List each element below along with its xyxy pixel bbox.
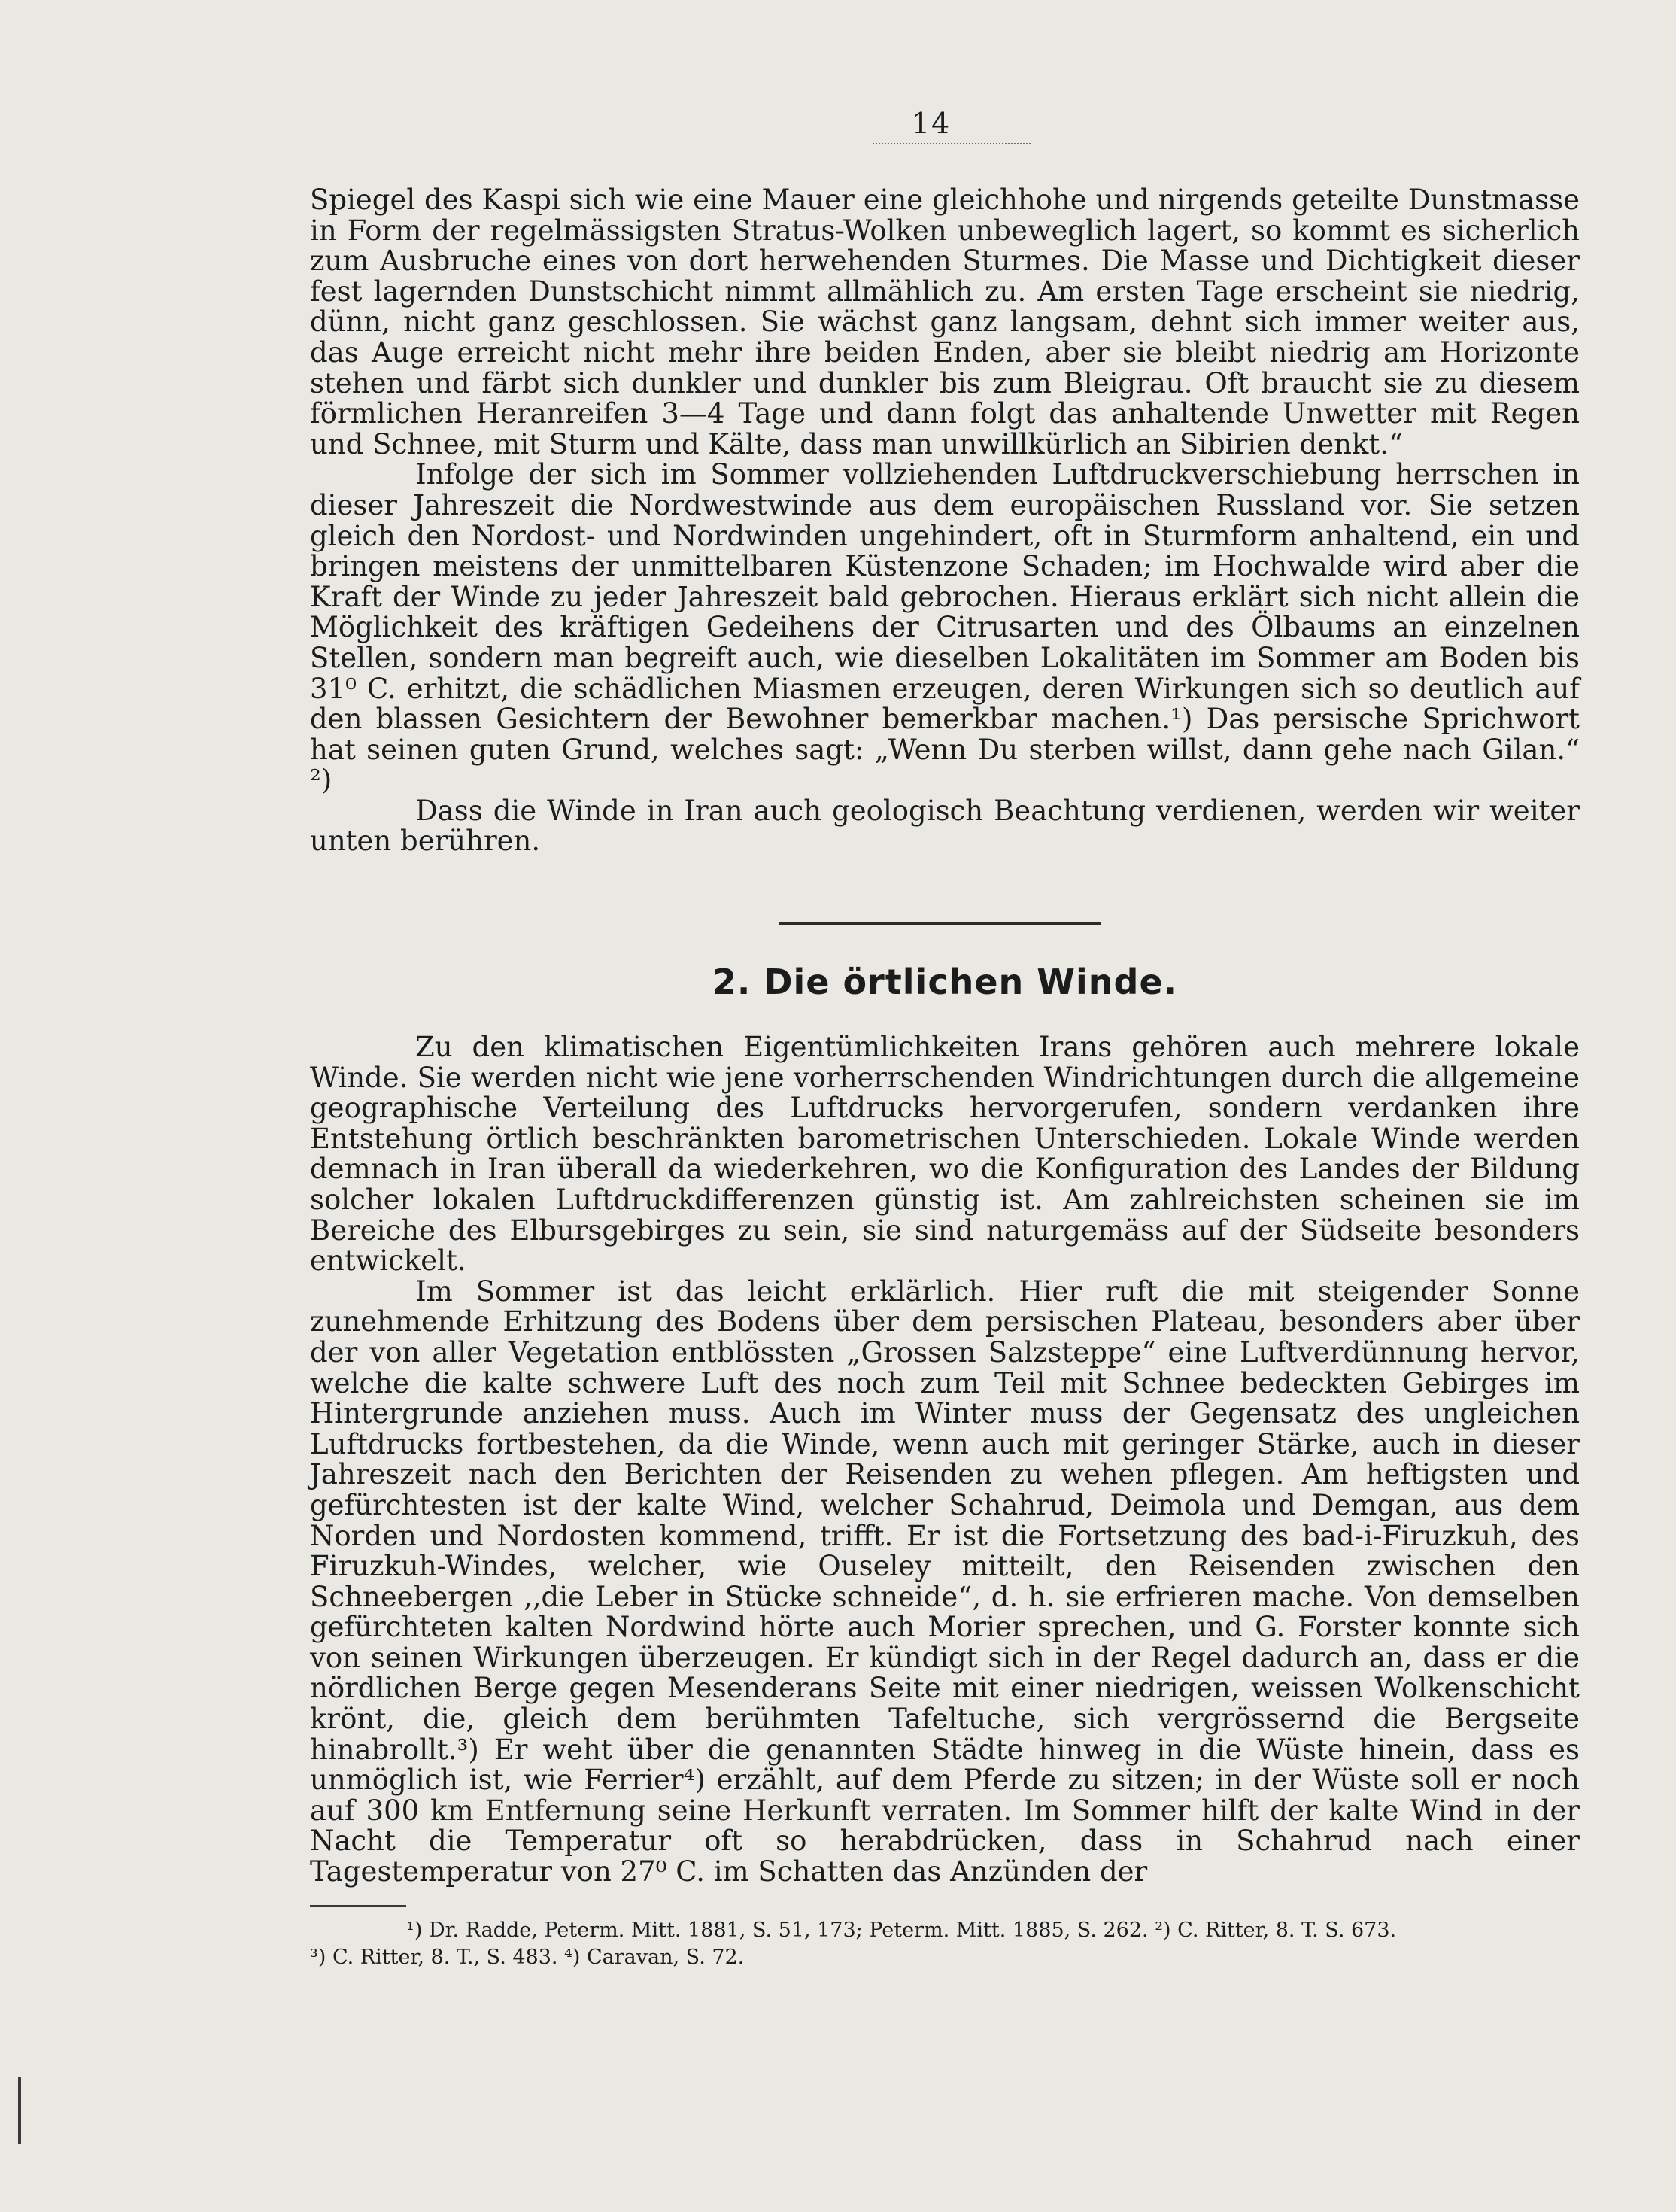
paragraph: Infolge der sich im Sommer vollziehenden Luftdruckverschiebung herrschen in dieser Jahreszeit die Nordwestwinde aus dem europäischen Russland vor. Sie setzen gleich den Nordost- und Nordwinden ungehindert, oft in Sturmform anhaltend, ein und bringen meistens der unmittelbaren Küstenzone Schaden; im Hochwalde wird aber die Kraft der Winde zu jeder Jahreszeit bald gebrochen. Hieraus erklärt sich nicht allein die Möglichkeit des kräftigen Gedeihens der Citrusarten und des Ölbaums an einzelnen Stellen, sondern man begreift auch, wie dieselben Lokalitäten im Sommer am Boden bis 31⁰ C. erhitzt, die schädlichen Miasmen erzeugen, deren Wirkungen sich so deutlich auf den blassen Gesichtern der Bewohner bemerkbar machen.¹) Das persische Sprichwort hat seinen guten Grund, welches sagt: „Wenn Du sterben willst, dann gehe nach Gilan.“ ²) bbox=[310, 458, 1580, 797]
paragraph: Im Sommer ist das leicht erklärlich. Hier ruft die mit steigender Sonne zunehmende Erhitzung des Bodens über dem persischen Plateau, besonders aber über der von aller Vegetation entblössten „Grossen Salzsteppe“ eine Luftverdünnung hervor, welche die kalte schwere Luft des noch zum Teil mit Schnee bedeckten Gebirges im Hintergrunde anziehen muss. Auch im Winter muss der Gegensatz des ungleichen Luftdrucks fortbestehen, da die Winde, wenn auch mit geringer Stärke, auch in dieser Jahreszeit nach den Berichten der Reisenden zu wehen pflegen. Am heftigsten und gefürchtesten ist der kalte Wind, welcher Schahrud, Deimola und Demgan, aus dem Norden und Nordosten kommend, trifft. Er ist die Fortsetzung des bad-i-Firuzkuh, des Firuzkuh-Windes, welcher, wie Ouseley mitteilt, den Reisenden zwischen den Schneebergen ,,die Leber in Stücke schneide“, d. h. sie erfrieren mache. Von demselben gefürchteten kalten Nordwind hörte auch Morier sprechen, und G. Forster konnte sich von seinen Wirkungen überzeugen. Er kündigt sich in der Regel dadurch an, dass er die nördlichen Berge gegen Mesenderans Seite mit einer niedrigen, weissen Wolkenschicht krönt, die, gleich dem berühmten Tafeltuche, sich vergrössernd die Bergseite hinabrollt.³) Er weht über die genannten Städte hinweg in die Wüste hinein, dass es unmöglich ist, wie Ferrier⁴) erzählt, auf dem Pferde zu sitzen; in der Wüste soll er noch auf 300 km Entfernung seine Herkunft verraten. Im Sommer hilft der kalte Wind in der Nacht die Temperatur oft so herabdrücken, dass in Schahrud nach einer Tagestemperatur von 27⁰ C. im Schatten das Anzünden der bbox=[310, 1275, 1580, 1888]
text-block-section bbox=[310, 1032, 1580, 1888]
decorative-rule bbox=[873, 143, 1031, 150]
footnote: ¹) Dr. Radde, Peterm. Mitt. 1881, S. 51, 173; Peterm. Mitt. 1885, S. 262. ²) C. Ritter, 8. T. S. 673. bbox=[406, 1919, 1397, 1942]
paragraph: Dass die Winde in Iran auch geologisch Beachtung verdienen, werden wir weiter unten berühren. bbox=[310, 794, 1580, 858]
text-block-top bbox=[310, 185, 1580, 857]
footnote: ³) C. Ritter, 8. T., S. 483. ⁴) Caravan, S. 72. bbox=[310, 1946, 745, 1969]
page-number: 14 bbox=[911, 107, 952, 140]
section-heading: 2. Die örtlichen Winde. bbox=[712, 962, 1178, 1002]
footnotes bbox=[310, 1917, 1580, 1971]
footnote-rule bbox=[310, 1905, 406, 1907]
section-divider bbox=[779, 922, 1101, 925]
paragraph: Spiegel des Kaspi sich wie eine Mauer eine gleichhohe und nirgends geteilte Dunstmasse in Form der regelmässigsten Stratus-Wolken unbeweglich lagert, so kommt es sicherlich zum Ausbruche eines von dort herwehenden Sturmes. Die Masse und Dichtigkeit dieser fest lagernden Dunstschicht nimmt allmählich zu. Am ersten Tage erscheint sie niedrig, dünn, nicht ganz geschlossen. Sie wächst ganz langsam, dehnt sich immer weiter aus, das Auge erreicht nicht mehr ihre beiden Enden, aber sie bleibt niedrig am Horizonte stehen und färbt sich dunkler und dunkler bis zum Bleigrau. Oft braucht sie zu diesem förmlichen Heranreifen 3—4 Tage und dann folgt das anhaltende Unwetter mit Regen und Schnee, mit Sturm und Kälte, dass man unwillkürlich an Sibirien denkt.“ bbox=[310, 184, 1580, 460]
scan-edge-mark bbox=[18, 2077, 21, 2144]
paragraph: Zu den klimatischen Eigentümlichkeiten Irans gehören auch mehrere lokale Winde. Sie werden nicht wie jene vorherrschenden Windrichtungen durch die allgemeine geographische Verteilung des Luftdrucks hervorgerufen, sondern verdanken ihre Entstehung örtlich beschränkten barometrischen Unterschieden. Lokale Winde werden demnach in Iran überall da wiederkehren, wo die Konfiguration des Landes der Bildung solcher lokalen Luftdruckdifferenzen günstig ist. Am zahlreichsten scheinen sie im Bereiche des Elbursgebirges zu sein, sie sind naturgemäss auf der Südseite besonders entwickelt. bbox=[310, 1031, 1580, 1278]
